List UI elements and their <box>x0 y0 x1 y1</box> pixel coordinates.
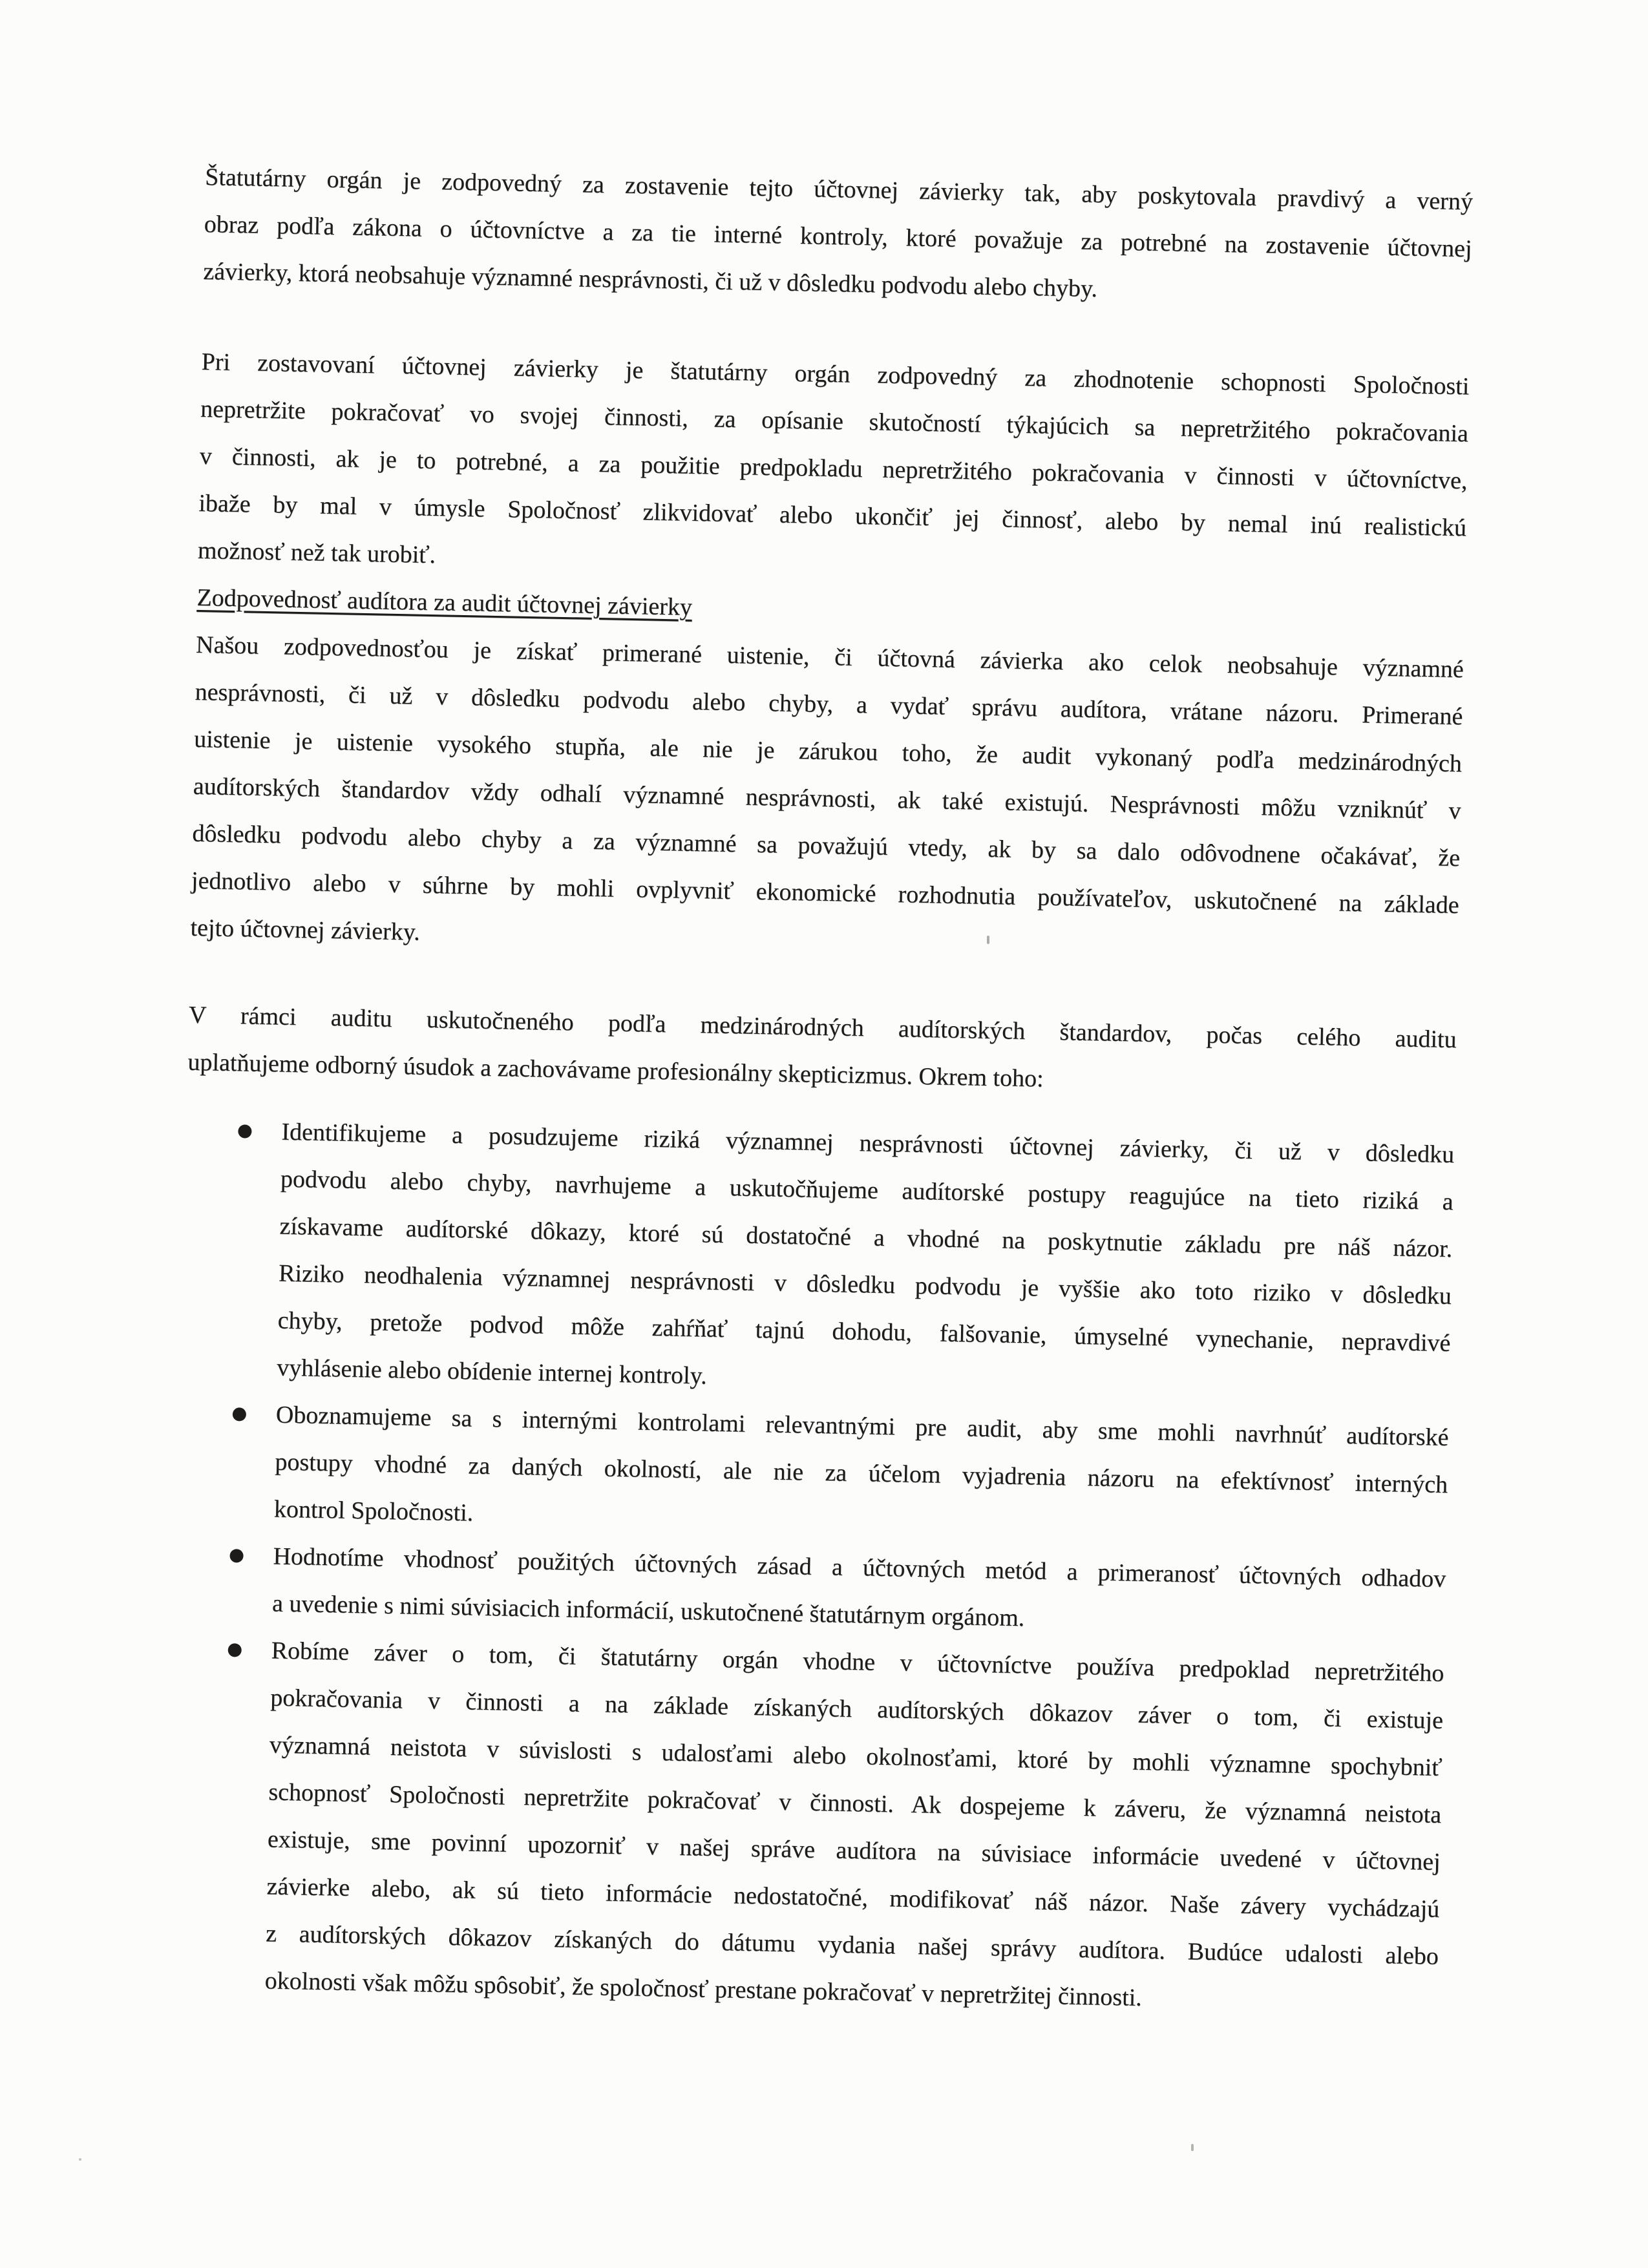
bullet-item-going-concern-conclusion <box>169 1626 1444 2028</box>
text-line: Identifikujeme a posudzujeme riziká významnej nesprávnosti účtovnej závierky, či už v dôsledku <box>281 1118 1455 1169</box>
text-line: z audítorských dôkazov získaných do dátumu vydania našej správy audítora. Budúce udalosti alebo <box>265 1920 1439 1970</box>
text-line: V rámci auditu uskutočneného podľa medzinárodných audítorských štandardov, počas celého auditu <box>188 1001 1457 1054</box>
paragraph-statutory-responsibility <box>203 154 1474 320</box>
text-line: Robíme záver o tom, či štatutárny orgán vhodne v účtovníctve používa predpoklad nepretržitého <box>271 1637 1444 1687</box>
text-line: závierke alebo, ak sú tieto informácie nedostatočné, modifikovať náš názor. Naše závery vychádzajú <box>266 1873 1440 1923</box>
text-line: podvodu alebo chyby, navrhujeme a uskutočňujeme audítorské postupy reagujúce na tieto riziká a <box>280 1165 1454 1216</box>
text-line: Riziko neodhalenia významnej nesprávnosti v dôsledku podvodu je vyššie ako toto riziko v dôsledku <box>278 1259 1452 1310</box>
text-line: kontrol Spoločnosti. <box>273 1495 474 1527</box>
text-line: audítorských štandardov vždy odhalí významné nesprávnosti, ak také existujú. Nesprávnosti môžu vzniknúť v <box>193 772 1461 825</box>
text-line: pokračovania v činnosti a na základe získaných audítorských dôkazov záver o tom, či existuje <box>269 1684 1444 1734</box>
text-line: Zodpovednosť audítora za audit účtovnej závierky <box>196 583 693 621</box>
paragraph-audit-framework <box>187 992 1457 1111</box>
bullet-list <box>169 1107 1455 2028</box>
text-line: Štatutárny orgán je zodpovedný za zostavenie tejto účtovnej závierky tak, aby poskytovala pravdivý a verný <box>204 163 1474 216</box>
text-line: existuje, sme povinní upozorniť v našej správe audítora na súvisiace informácie uvedené v účtovnej <box>267 1825 1441 1876</box>
text-line: a uvedenie s nimi súvisiacich informácií, uskutočnené štatutárnym orgánom. <box>271 1590 1025 1632</box>
text-line: uplatňujeme odborný úsudok a zachovávame profesionálny skepticizmus. Okrem toho: <box>187 1048 1044 1093</box>
bullet-item-risk-identification <box>182 1107 1455 1414</box>
paragraph-going-concern-responsibility <box>197 339 1470 599</box>
bullet-text-internal-controls <box>178 1390 1449 1556</box>
text-line: postupy vhodné za daných okolností, ale nie za účelom vyjadrenia názoru na efektívnosť interných <box>275 1448 1448 1498</box>
scan-artifact <box>1191 2144 1194 2151</box>
text-line: Našou zodpovednosťou je získať primerané uistenie, či účtovná závierka ako celok neobsahuje významné <box>195 631 1464 684</box>
text-line: jednotlivo alebo v súhrne by mohli ovplyvniť ekonomické rozhodnutia používateľov, uskutočnené na základe <box>191 866 1460 919</box>
text-line: okolnosti však môžu spôsobiť, že spoločnosť prestane pokračovať v nepretržitej činnosti. <box>264 1967 1143 2011</box>
scan-artifact <box>987 936 989 944</box>
text-line: nesprávnosti, či už v dôsledku podvodu alebo chyby, a vydať správu audítora, vrátane názoru. Primerané <box>195 678 1463 731</box>
text-line: schopnosť Spoločnosti nepretržite pokračovať v činnosti. Ak dospejeme k záveru, že významná neistota <box>268 1778 1442 1829</box>
text-line: obraz podľa zákona o účtovníctve a za tie interné kontroly, ktoré považuje za potrebné na zostavenie účtovnej <box>204 210 1472 263</box>
text-line: závierky, ktorá neobsahuje významné nesprávnosti, či už v dôsledku podvodu alebo chyby. <box>203 257 1098 303</box>
text-line: Pri zostavovaní účtovnej závierky je štatutárny orgán zodpovedný za zhodnotenie schopnosti Spoločnosti <box>201 348 1470 401</box>
bullet-text-risk-identification <box>182 1107 1455 1414</box>
text-line: tejto účtovnej závierky. <box>190 914 421 946</box>
scan-artifact <box>79 2158 81 2161</box>
text-line: ibaže by mal v úmysle Spoločnosť zlikvidovať alebo ukončiť jej činnosť, alebo by nemal inú realistickú <box>198 489 1467 542</box>
text-line: možnosť než tak urobiť. <box>197 536 436 569</box>
text-line: nepretržite pokračovať vo svojej činnosti, za opísanie skutočností týkajúcich sa nepretržitého pokračovania <box>200 395 1469 448</box>
bullet-item-internal-controls <box>178 1390 1449 1556</box>
page-content <box>169 154 1474 2028</box>
paragraph-auditor-responsibility <box>190 622 1464 976</box>
bullet-text-going-concern-conclusion <box>169 1626 1444 2028</box>
text-line: Oboznamujeme sa s internými kontrolami relevantnými pre audit, aby sme mohli navrhnúť audítorské <box>275 1401 1449 1451</box>
text-line: získavame audítorské dôkazy, ktoré sú dostatočné a vhodné na poskytnutie základu pre náš názor. <box>279 1212 1453 1263</box>
text-line: významná neistota v súvislosti s udalosťami alebo okolnosťami, ktoré by mohli významne spochybniť <box>269 1731 1442 1781</box>
text-line: vyhlásenie alebo obídenie internej kontroly. <box>276 1354 708 1390</box>
text-line: dôsledku podvodu alebo chyby a za významné sa považujú vtedy, ak by sa dalo odôvodnene očakávať, že <box>192 819 1461 872</box>
text-line: Hodnotíme vhodnosť použitých účtovných zásad a účtovných metód a primeranosť účtovných odhadov <box>273 1542 1446 1593</box>
text-line: uistenie je uistenie vysokého stupňa, ale nie je zárukou toho, že audit vykonaný podľa medzinárodných <box>193 725 1463 778</box>
text-line: chyby, pretože podvod môže zahŕňať tajnú dohodu, falšovanie, úmyselné vynechanie, nepravdivé <box>277 1307 1451 1358</box>
text-line: v činnosti, ak je to potrebné, a za použitie predpokladu nepretržitého pokračovania v činnosti v účtovníctve, <box>199 442 1468 495</box>
